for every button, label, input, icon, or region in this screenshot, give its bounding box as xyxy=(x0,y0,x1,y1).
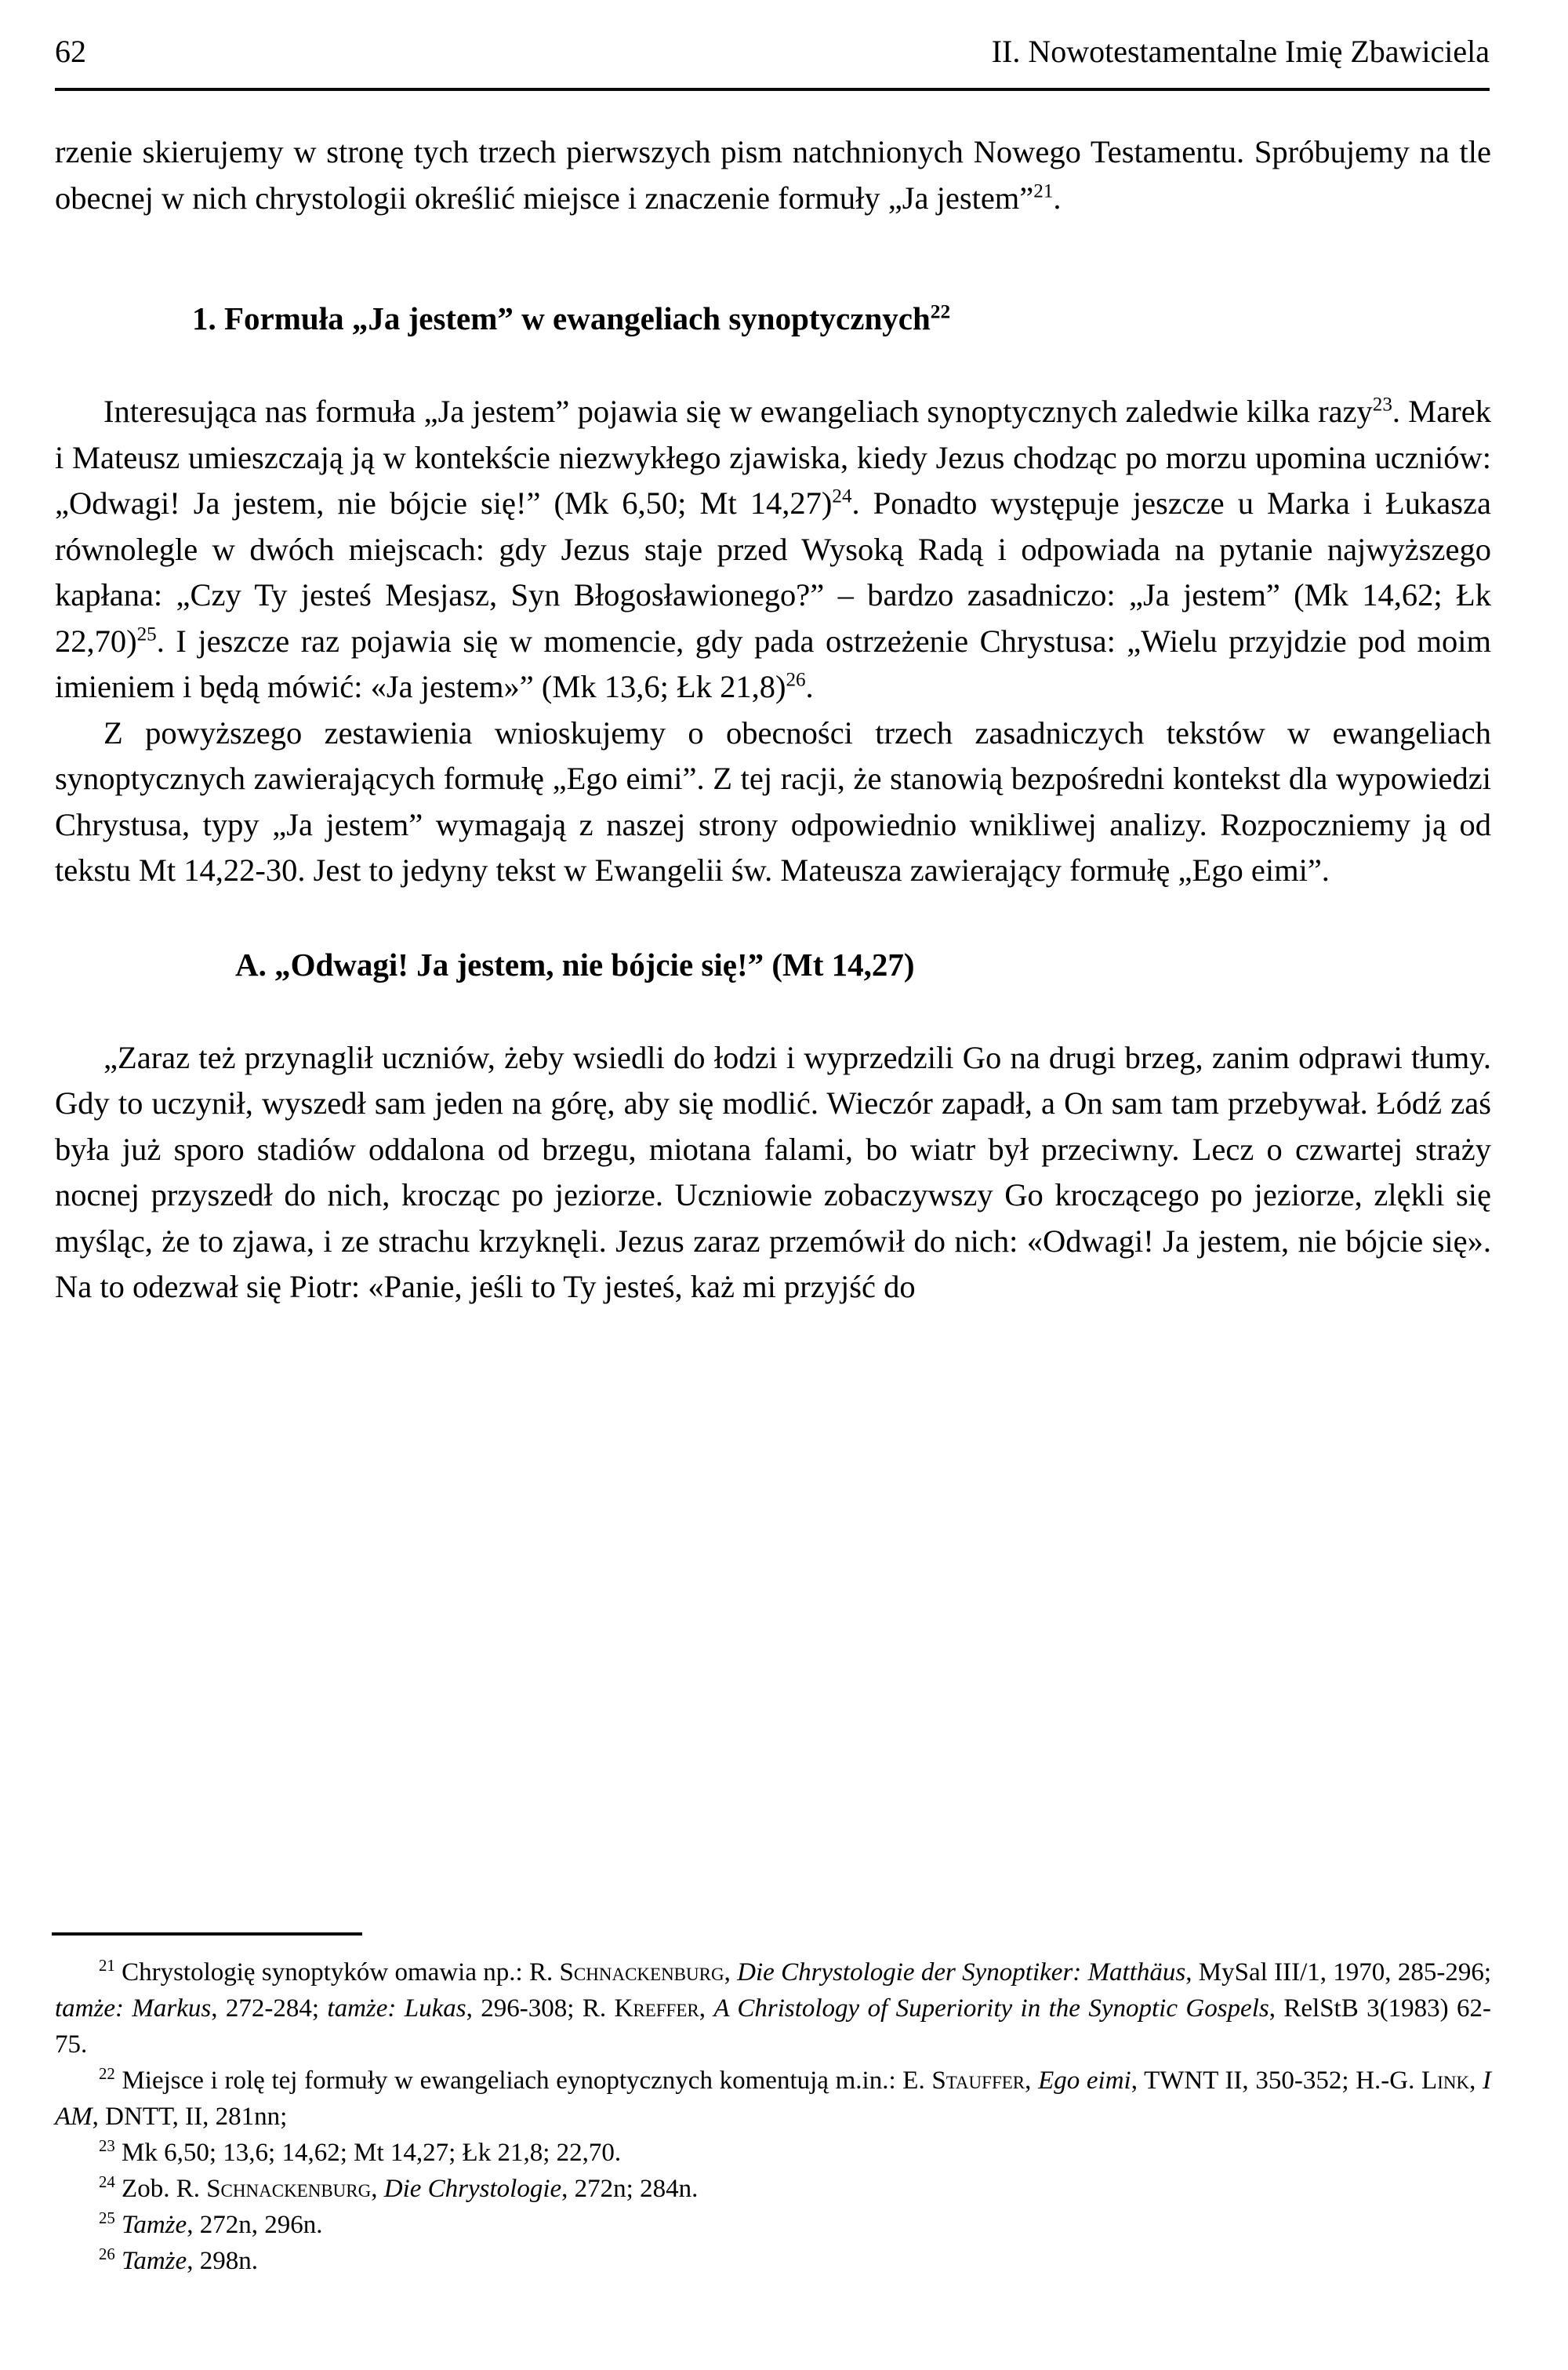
header-rule xyxy=(55,88,1490,91)
paragraph-2: Z powyższego zestawienia wnioskujemy o obecności trzech zasadniczych tekstów w ewangeliach synoptycznych zawierających formułę „Ego eimi”. Z tej racji, że stanowią bezpośredni kontekst dla wypowiedzi Chrystusa, typy „Ja jestem” wymagają z naszej strony odpowiednio wnikliwej analizy. Rozpoczniemy ją od tekstu Mt 14,22-30. Jest to jedyny tekst w Ewangelii św. Mateusza zawierający formułę „Ego eimi”. xyxy=(55,714,1491,888)
footnote-separator-rule xyxy=(52,1932,362,1936)
footnote-title-italic: A Christology of Superiority in the Synoptic Gospels xyxy=(713,1994,1269,2023)
footnote-text: , TWNT II, 350-352; H.-G. xyxy=(1131,2066,1422,2095)
footnote-ref-21[interactable]: 21 xyxy=(1033,180,1054,202)
footnote-number[interactable]: 24 xyxy=(99,2173,115,2191)
paragraph-1 xyxy=(55,389,1491,711)
footnote-ref-25[interactable]: 25 xyxy=(136,623,157,645)
footnote-title-italic: tamże: Markus xyxy=(55,1994,212,2023)
paragraph-intro-text: rzenie skierujemy w stronę tych trzech pierwszych pism natchnionych Nowego Testamentu. Spróbujemy na tle obecnej w nich chrystologii określić miejsce i znaczenie formuły „Ja jestem” xyxy=(55,134,1491,216)
footnote-text: , 298n. xyxy=(187,2247,258,2275)
footnote-title-italic: Tamże xyxy=(122,2211,187,2239)
footnote-title-italic: Ego eimi xyxy=(1038,2066,1131,2095)
paragraph-1-part-a: Interesująca nas formuła „Ja jestem” pojawia się w ewangeliach synoptycznych zaledwie kilka razy xyxy=(103,394,1373,429)
footnote-title-italic: I AM xyxy=(55,2066,1492,2131)
footnote-author-name: Link xyxy=(1421,2066,1470,2095)
footnote-author-name: Schnackenburg xyxy=(206,2175,372,2203)
paragraph-intro-tail: . xyxy=(1053,180,1062,216)
footnote-author-name: Kreffer xyxy=(614,1994,699,2023)
footnote-title-italic: Die Chrystologie xyxy=(383,2175,562,2203)
footnote-number[interactable]: 25 xyxy=(99,2209,115,2227)
footnote-number[interactable]: 21 xyxy=(99,1957,115,1975)
footnote-22 xyxy=(55,2063,1491,2135)
footnote-text: , 272n, 296n. xyxy=(187,2211,323,2239)
footnote-author-name: Schnackenburg xyxy=(559,1958,724,1987)
footnotes-block xyxy=(55,1954,1491,2279)
footnote-25 xyxy=(55,2207,1491,2243)
paragraph-1-part-b: . Marek i Mateusz umieszczają ją w kontekście niezwykłego zjawiska, kiedy Jezus chodząc po morzu upomina uczniów: „Odwagi! Ja jestem, nie bójcie się!” (Mk 6,50; Mt 14,27) xyxy=(55,394,1491,521)
spacer xyxy=(55,894,1491,943)
footnote-text: , 296-308; R. xyxy=(466,1994,615,2023)
footnote-title-italic: Tamże xyxy=(122,2247,187,2275)
spacer xyxy=(55,987,1491,1035)
footnote-text: , 272-284; xyxy=(211,1994,328,2023)
footnote-author-name: Stauffer xyxy=(931,2066,1025,2095)
footnote-23 xyxy=(55,2135,1491,2171)
footnote-number[interactable]: 22 xyxy=(99,2065,115,2083)
footnote-21 xyxy=(55,1954,1491,2063)
footnote-text: , DNTT, II, 281nn; xyxy=(92,2103,288,2131)
footnote-text: , MySal III/1, 1970, 285-296; xyxy=(1185,1958,1491,1987)
footnote-text: , xyxy=(1025,2066,1039,2095)
subsection-heading-a: A. „Odwagi! Ja jestem, nie bójcie się!” (Mt 14,27) xyxy=(235,946,915,983)
footnote-text: , 272n; 284n. xyxy=(561,2175,699,2203)
section-heading xyxy=(55,296,1491,340)
paragraph-1-part-e: . xyxy=(805,669,814,704)
paragraph-3-scripture-quote: „Zaraz też przynaglił uczniów, żeby wsiedli do łodzi i wyprzedzili Go na drugi brzeg, zanim odprawi tłumy. Gdy to uczynił, wyszedł sam jeden na górę, aby się modlić. Wieczór zapadł, a On sam tam przebywał. Łódź zaś była już sporo stadiów oddalona od brzegu, miotana falami, bo wiatr był przeciwny. Lecz o czwartej straży nocnej przyszedł do nich, krocząc po jeziorze. Uczniowie zobaczywszy Go kroczącego po jeziorze, zlękli się myśląc, że to zjawa, i ze strachu krzyknęli. Jezus zaraz przemówił do nich: «Odwagi! Ja jestem, nie bójcie się». Na to odezwał się Piotr: «Panie, jeśli to Ty jesteś, każ mi przyjść do xyxy=(55,1039,1491,1304)
footnote-number[interactable]: 26 xyxy=(99,2245,115,2263)
paragraph-intro xyxy=(55,129,1491,221)
footnote-24 xyxy=(55,2171,1491,2207)
footnote-text: Zob. R. xyxy=(122,2175,207,2203)
footnote-text: Mk 6,50; 13,6; 14,62; Mt 14,27; Łk 21,8; 22,70. xyxy=(122,2139,622,2167)
footnote-26 xyxy=(55,2243,1491,2279)
footnote-text: , xyxy=(724,1958,738,1987)
spacer xyxy=(55,340,1491,389)
footnote-ref-26[interactable]: 26 xyxy=(786,669,806,691)
footnote-text: , xyxy=(371,2175,384,2203)
footnote-text: , RelStB 3(1983) 62-75. xyxy=(55,1994,1491,2059)
footnote-title-italic: Die Chrystologie der Synoptiker: Matthäus xyxy=(737,1958,1186,1987)
footnote-text: , xyxy=(1469,2066,1483,2095)
footnote-text: Chrystologię synoptyków omawia np.: R. xyxy=(122,1958,560,1987)
footnote-ref-24[interactable]: 24 xyxy=(832,485,852,507)
footnote-ref-23[interactable]: 23 xyxy=(1372,394,1392,416)
paragraph-1-part-d: . I jeszcze raz pojawia się w momencie, gdy pada ostrzeżenie Chrystusa: „Wielu przyjdzie pod moim imieniem i będą mówić: «Ja jestem»” (Mk 13,6; Łk 21,8) xyxy=(55,623,1491,704)
footnote-title-italic: tamże: Lukas xyxy=(327,1994,466,2023)
page-number: 62 xyxy=(55,34,86,69)
spacer xyxy=(55,221,1491,296)
section-heading-text: 1. Formuła „Ja jestem” w ewangeliach synoptycznych xyxy=(192,300,931,336)
running-head-title: II. Nowotestamentalne Imię Zbawiciela xyxy=(991,34,1490,69)
body-text-block xyxy=(55,129,1491,1310)
footnote-ref-22[interactable]: 22 xyxy=(930,300,951,323)
footnote-text: Miejsce i rolę tej formuły w ewangeliach eynoptycznych komentują m.in.: E. xyxy=(122,2066,932,2095)
running-head xyxy=(55,33,1490,71)
paragraph-1-part-c: . Ponadto występuje jeszcze u Marka i Łukasza równolegle w dwóch miejscach: gdy Jezus staje przed Wysoką Radą i odpowiada na pytanie najwyższego kapłana: „Czy Ty jesteś Mesjasz, Syn Błogosławionego?” – bardzo zasadniczo: „Ja jestem” (Mk 14,62; Łk 22,70) xyxy=(55,485,1491,659)
footnote-text: , xyxy=(699,1994,714,2023)
footnote-number[interactable]: 23 xyxy=(99,2137,115,2155)
